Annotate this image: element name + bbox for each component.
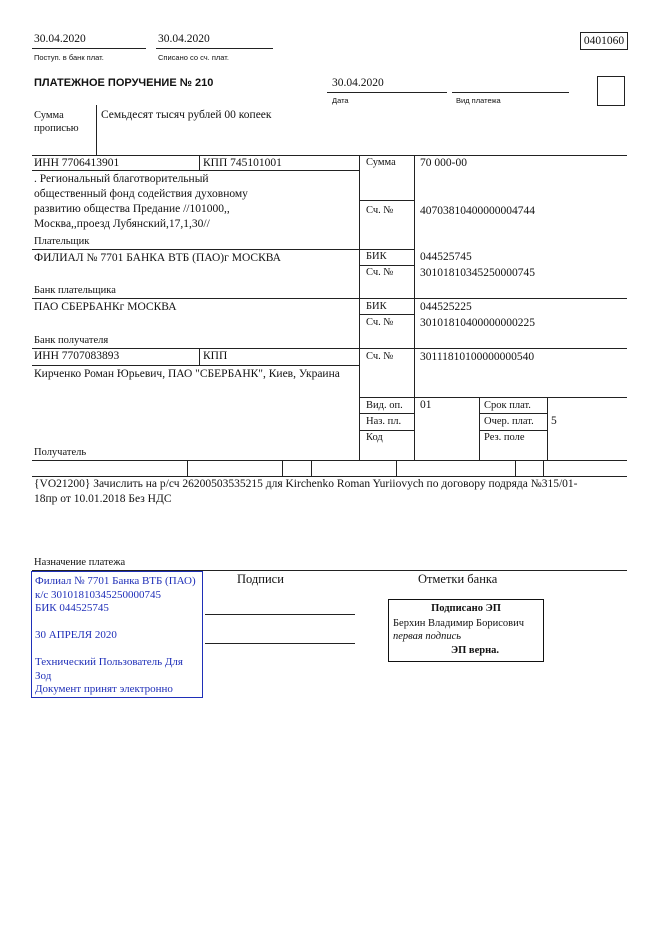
payee-bank-bik-label: БИК: [366, 301, 387, 312]
bank-stamp-line: 30 АПРЕЛЯ 2020: [35, 629, 117, 641]
e-signature-role: первая подпись: [393, 631, 462, 642]
divider: [359, 200, 414, 201]
divider: [32, 170, 359, 171]
divider: [359, 430, 414, 431]
bank-stamp-line: Технический Пользователь Для: [35, 656, 183, 668]
payer-amount-label: Сумма: [366, 157, 396, 168]
payer-bank-name: ФИЛИАЛ № 7701 БАНКА ВТБ (ПАО)г МОСКВА: [34, 252, 281, 264]
payee-caption: Получатель: [34, 447, 87, 458]
payer-name-line: Москва,,проезд Лубянский,17,1,30//: [34, 218, 210, 230]
payer-amount-value: 70 000-00: [420, 157, 467, 169]
form-code: 0401060: [580, 32, 628, 50]
payer-bank-account-label: Сч. №: [366, 267, 394, 278]
divider: [32, 155, 627, 156]
payee-kpp: КПП: [203, 350, 228, 362]
divider: [282, 460, 283, 476]
vid-op-value: 01: [420, 399, 432, 411]
bank-marks-label: Отметки банка: [418, 572, 498, 586]
payee-bank-bik-value: 044525225: [420, 301, 472, 313]
amount-words-label: прописью: [34, 123, 79, 134]
divider: [543, 460, 544, 476]
document-date: 30.04.2020: [332, 77, 384, 89]
e-signature-verified: ЭП верна.: [451, 645, 500, 656]
ocher-plat-value: 5: [551, 415, 557, 427]
amount-words-label: Сумма: [34, 110, 64, 121]
payer-account-label: Сч. №: [366, 205, 394, 216]
document-date-caption: Дата: [332, 96, 349, 105]
divider: [359, 265, 414, 266]
divider: [547, 397, 548, 460]
bank-stamp-line: БИК 044525745: [35, 602, 109, 614]
payee-bank-caption: Банк получателя: [34, 335, 109, 346]
bank-stamp-line: Документ принят электронно: [35, 683, 173, 695]
payer-bank-bik-value: 044525745: [420, 251, 472, 263]
divider: [32, 48, 146, 49]
divider: [515, 460, 516, 476]
ocher-plat-label: Очер. плат.: [484, 416, 534, 427]
payer-name-line: развитию общества Предание //101000,,: [34, 203, 230, 215]
bank-stamp: [31, 571, 203, 698]
divider: [32, 365, 359, 366]
divider: [327, 92, 447, 93]
divider: [32, 249, 414, 250]
divider: [32, 348, 627, 349]
signature-line: [205, 614, 355, 615]
bank-stamp-line: Зод: [35, 669, 52, 682]
payee-account-value: 30111810100000000540: [420, 351, 535, 363]
e-signature-box: [388, 599, 544, 662]
divider: [199, 348, 200, 365]
divider: [32, 298, 627, 299]
bank-stamp-line: [35, 643, 202, 657]
divider: [414, 155, 415, 460]
payee-inn: ИНН 7707083893: [34, 350, 120, 362]
divider: [479, 413, 547, 414]
payment-type-caption: Вид платежа: [456, 96, 501, 105]
payee-bank-account-label: Сч. №: [366, 317, 394, 328]
payee-account-label: Сч. №: [366, 351, 394, 362]
bank-stamp-line: к/с 30101810345250000745: [35, 588, 162, 601]
kod-label: Код: [366, 432, 383, 443]
srok-plat-label: Срок плат.: [484, 400, 531, 411]
payer-caption: Плательщик: [34, 236, 90, 247]
divider: [359, 314, 414, 315]
divider: [452, 92, 569, 93]
payer-bank-account-value: 30101810345250000745: [420, 267, 535, 279]
e-signature-title: Подписано ЭП: [431, 603, 501, 614]
payee-name: Кирченко Роман Юрьевич, ПАО "СБЕРБАНК", Киев, Украина: [34, 368, 340, 380]
divider: [32, 460, 627, 461]
divider: [311, 460, 312, 476]
divider: [199, 155, 200, 170]
page-title: ПЛАТЕЖНОЕ ПОРУЧЕНИЕ № 210: [34, 77, 214, 89]
amount-words-value: Семьдесят тысяч рублей 00 копеек: [101, 109, 272, 121]
payment-type-box: [597, 76, 625, 106]
date-debited-caption: Списано со сч. плат.: [158, 53, 229, 62]
payer-account-value: 40703810400000004744: [420, 205, 535, 217]
divider: [96, 105, 97, 155]
naz-pl-label: Наз. пл.: [366, 416, 402, 427]
divider: [359, 413, 414, 414]
payer-name-line: . Региональный благотворительный: [34, 173, 209, 185]
payee-bank-account-value: 30101810400000000225: [420, 317, 535, 329]
vid-op-label: Вид. оп.: [366, 400, 403, 411]
payer-bank-caption: Банк плательщика: [34, 285, 116, 296]
divider: [32, 476, 627, 477]
date-received-caption: Поступ. в банк плат.: [34, 53, 104, 62]
date-debited: 30.04.2020: [158, 33, 210, 45]
divider: [156, 48, 273, 49]
purpose-line: 18пр от 10.01.2018 Без НДС: [34, 493, 172, 505]
signature-line: [205, 643, 355, 644]
divider: [359, 155, 360, 460]
e-signature-signer: Берхин Владимир Борисович: [393, 618, 524, 629]
divider: [479, 430, 547, 431]
bank-stamp-line: Филиал № 7701 Банка ВТБ (ПАО): [35, 575, 196, 587]
divider: [396, 460, 397, 476]
payee-bank-name: ПАО СБЕРБАНКг МОСКВА: [34, 301, 177, 313]
signatures-label: Подписи: [237, 572, 284, 586]
payer-kpp: КПП 745101001: [203, 157, 282, 169]
rez-pole-label: Рез. поле: [484, 432, 525, 443]
payer-name-line: общественный фонд содействия духовному: [34, 188, 248, 200]
divider: [359, 397, 627, 398]
bank-stamp-line: [35, 616, 202, 630]
purpose-line: {VO21200} Зачислить на р/сч 26200503535215 для Kirchenko Roman Yuriiovych по договору подряда №315/01-: [34, 478, 578, 490]
purpose-caption: Назначение платежа: [34, 557, 126, 568]
divider: [187, 460, 188, 476]
payer-inn: ИНН 7706413901: [34, 157, 120, 169]
divider: [479, 397, 480, 460]
date-received: 30.04.2020: [34, 33, 86, 45]
payer-bank-bik-label: БИК: [366, 251, 387, 262]
